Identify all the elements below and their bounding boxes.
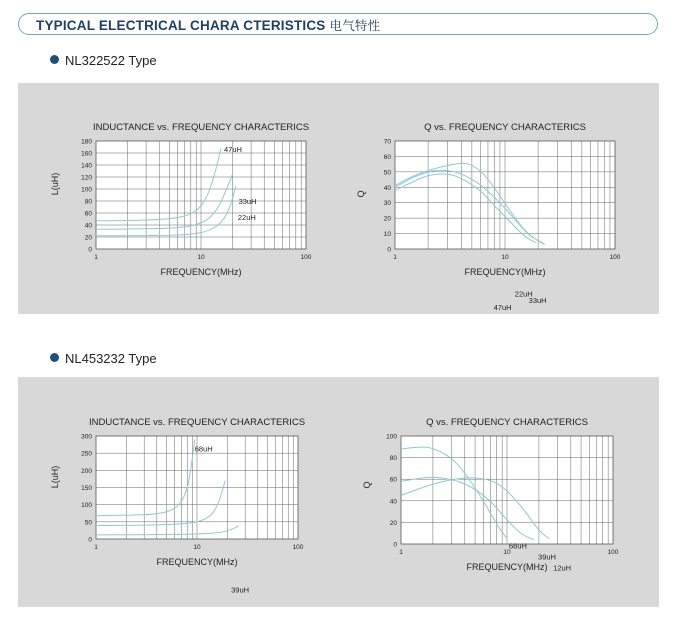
chart-title: INDUCTANCE vs. FREQUENCY CHARACTERICS xyxy=(88,417,306,428)
x-axis-label: FREQUENCY(MHz) xyxy=(464,267,546,277)
y-tick-label: 0 xyxy=(88,246,92,254)
section-title-nl322522 xyxy=(50,53,157,68)
y-tick-label: 40 xyxy=(84,222,92,230)
x-tick-label: 100 xyxy=(292,544,304,551)
x-tick-label: 10 xyxy=(193,544,201,551)
chart-panel-svg xyxy=(18,83,659,314)
y-axis-label: L(uH) xyxy=(50,465,60,489)
chart-q-nl453232 xyxy=(362,417,619,573)
series-label-39uh: 39uH xyxy=(231,585,250,595)
x-axis-label: FREQUENCY(MHz) xyxy=(156,557,238,567)
y-tick-label: 60 xyxy=(389,476,397,484)
y-tick-label: 150 xyxy=(81,485,92,492)
series-label-68uh: 68uH xyxy=(194,444,213,454)
x-tick-label: 100 xyxy=(609,254,621,261)
chart-inductance-nl453232 xyxy=(50,417,305,607)
y-tick-label: 80 xyxy=(389,455,397,463)
y-tick-label: 30 xyxy=(383,200,391,208)
y-tick-label: 120 xyxy=(81,174,92,182)
x-axis-label: FREQUENCY(MHz) xyxy=(466,562,548,572)
y-tick-label: 60 xyxy=(84,210,92,218)
section-title-text: NL453232 Type xyxy=(65,351,157,366)
y-tick-label: 300 xyxy=(81,433,92,441)
y-tick-label: 140 xyxy=(81,162,92,170)
chart-panel-nl322522 xyxy=(18,83,659,314)
series-label-22uh: 22uH xyxy=(237,213,256,222)
y-axis-label: L(uH) xyxy=(50,172,60,196)
series-label-33uh: 33uH xyxy=(528,295,547,305)
x-tick-label: 1 xyxy=(393,254,397,261)
y-tick-label: 100 xyxy=(81,186,92,194)
y-tick-label: 250 xyxy=(81,450,92,458)
y-tick-label: 180 xyxy=(81,138,92,146)
x-axis-label: FREQUENCY(MHz) xyxy=(160,267,242,277)
y-tick-label: 0 xyxy=(393,541,397,549)
y-tick-label: 100 xyxy=(81,502,92,510)
y-axis-label: Q xyxy=(362,481,372,489)
y-tick-label: 100 xyxy=(386,433,397,441)
chart-title: INDUCTANCE vs. FREQUENCY CHARACTERICS xyxy=(92,122,310,133)
series-label-12uh: 12uH xyxy=(553,563,572,573)
series-label-22uh: 22uH xyxy=(514,289,533,299)
y-tick-label: 50 xyxy=(84,519,92,527)
bullet-icon xyxy=(50,353,59,362)
x-tick-label: 10 xyxy=(501,254,509,261)
page-title-cn: 电气特性 xyxy=(329,18,381,33)
chart-inductance-nl322522 xyxy=(50,122,312,277)
chart-panel-nl453232 xyxy=(18,377,659,607)
chart-q-nl322522 xyxy=(356,122,621,312)
y-tick-label: 20 xyxy=(383,215,391,223)
page-title xyxy=(36,16,380,34)
section-title-nl453232 xyxy=(50,351,157,366)
page-title-en: TYPICAL ELECTRICAL CHARA CTERISTICS xyxy=(36,18,326,33)
section-title-text: NL322522 Type xyxy=(65,53,157,68)
chart-panel-svg xyxy=(18,377,659,607)
y-axis-label: Q xyxy=(356,190,366,198)
y-tick-label: 40 xyxy=(389,498,397,506)
y-tick-label: 20 xyxy=(389,519,397,527)
y-tick-label: 160 xyxy=(81,150,92,158)
series-label-33uh: 33uH xyxy=(238,197,257,206)
y-tick-label: 80 xyxy=(84,198,92,206)
chart-title: Q vs. FREQUENCY CHARACTERICS xyxy=(424,122,586,133)
y-tick-label: 50 xyxy=(383,169,391,177)
y-tick-label: 60 xyxy=(383,153,391,161)
y-tick-label: 20 xyxy=(84,234,92,242)
chart-title: Q vs. FREQUENCY CHARACTERICS xyxy=(426,417,588,428)
x-tick-label: 1 xyxy=(399,549,403,556)
series-label-68uh: 68uH xyxy=(509,541,527,551)
bullet-icon xyxy=(50,55,59,64)
y-tick-label: 70 xyxy=(383,138,391,146)
y-tick-label: 200 xyxy=(81,467,92,475)
series-label-39uh: 39uH xyxy=(538,552,556,562)
x-tick-label: 10 xyxy=(197,254,205,261)
y-tick-label: 0 xyxy=(387,246,391,254)
y-tick-label: 0 xyxy=(88,536,92,544)
series-label-47uh: 47uH xyxy=(223,145,242,155)
series-label-47uh: 47uH xyxy=(493,302,512,312)
y-tick-label: 10 xyxy=(383,231,391,239)
x-tick-label: 100 xyxy=(607,549,619,556)
x-tick-label: 1 xyxy=(94,544,98,551)
x-tick-label: 10 xyxy=(503,549,511,556)
x-tick-label: 1 xyxy=(94,254,98,261)
y-tick-label: 40 xyxy=(383,184,391,192)
x-tick-label: 100 xyxy=(300,254,312,261)
